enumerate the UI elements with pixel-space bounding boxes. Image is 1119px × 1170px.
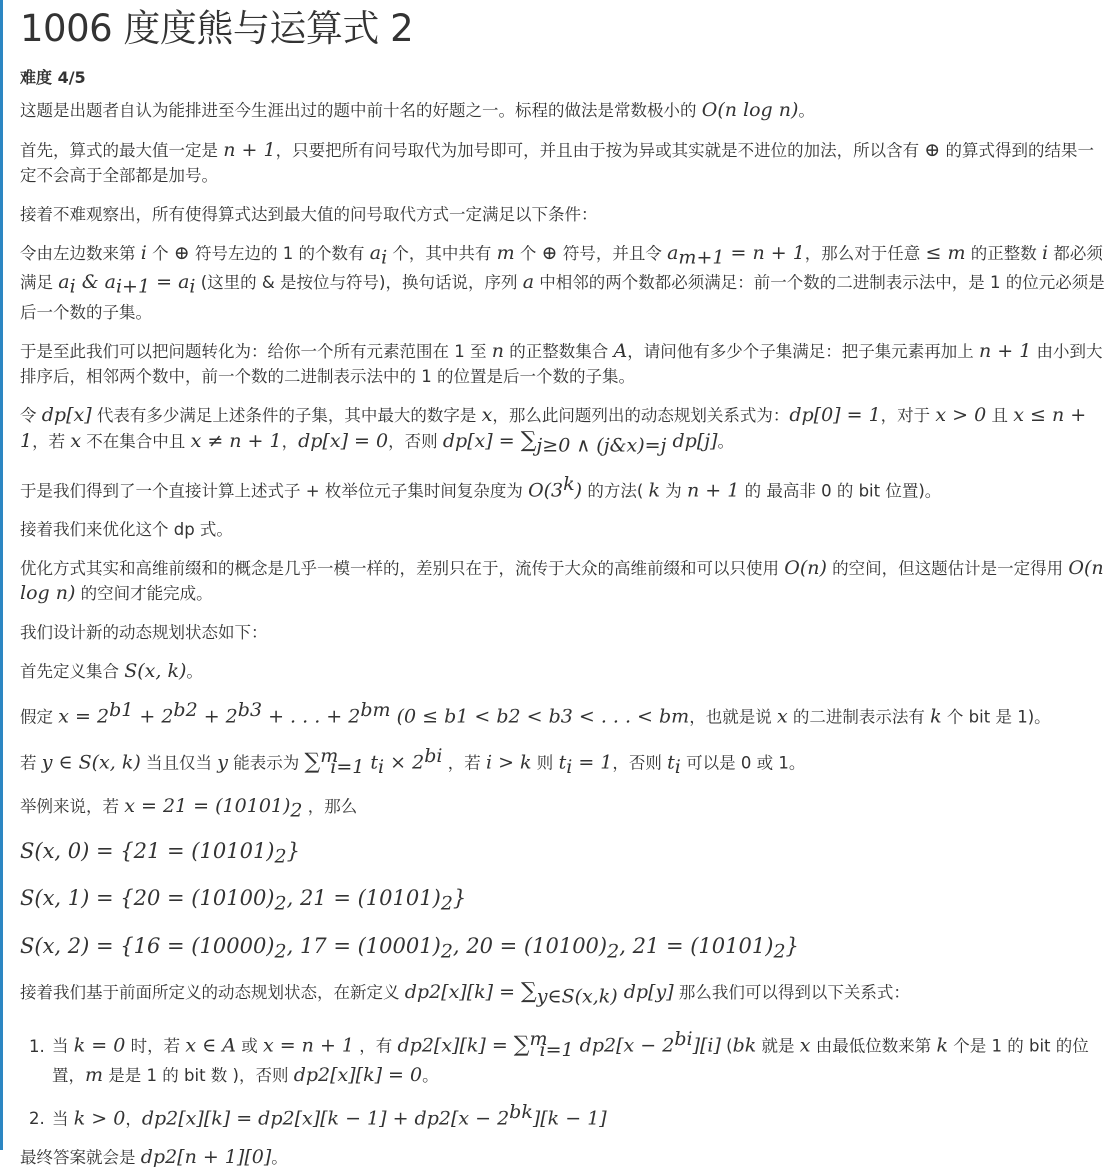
- para-set-membership: 若 y ∈ S(x, k) 当且仅当 y 能表示为 ∑$^m_{i=1}$ $t_i \times 2^{bi}$ ，若 i > k 则 $t_i = 1$，否则 $t_i$ 可以是 0 或 1。: [20, 744, 806, 778]
- para-final-answer: 最终答案就会是 dp2[n + 1][0]。: [20, 1146, 288, 1169]
- para-observe: 接着不难观察出，所有使得算式达到最大值的问号取代方式一定满足以下条件：: [20, 205, 598, 224]
- para-optimize: 接着我们来优化这个 dp 式。: [20, 520, 233, 540]
- example-set-k2: S(x, $2) = \{16 = (10000)_2$, $17 = (10001)_2$, $20 = (10100)_2$, $21 = (10101)_2$}: [20, 933, 799, 962]
- recurrence-list: [20, 1027, 1105, 1131]
- page-title: 1006 度度熊与运算式 2: [20, 7, 414, 50]
- para-dp2-definition: 接着我们基于前面所定义的动态规划状态，在新定义 $dp2[x][k] = \sum_{y\in S(x,k)}$ dp[y] 那么我们可以得到以下关系式：: [20, 978, 910, 1008]
- para-new-state: 我们设计新的动态规划状态如下：: [20, 623, 268, 643]
- example-set-k0: S(x, $0) = \{21 = (10101)_2\}$: [20, 838, 300, 868]
- para-naive-complexity: 于是我们得到了一个直接计算上述式子 + 枚举位元子集时间复杂度为 O(3$^k$) 的方法( k 为 n + 1 的 最高非 0 的 bit 位置)。: [20, 472, 942, 502]
- list-item: 2. 当 k > 0，$dp2[x][k] = dp2[x][k - 1] + dp2[x - 2^{bk}][k - 1]$: [50, 1100, 1105, 1132]
- para-example: 举例来说，若 $x = 21 = (10101)_2$ ，那么: [20, 794, 358, 821]
- para-define-set: 首先定义集合 S(x, k)。: [20, 660, 203, 683]
- para-prefix-sum: 优化方式其实和高维前缀和的概念是几乎一模一样的，差别只在于，流传于大众的高维前缀和可以只使用 O(n) 的空间，但这题估计是一定得用 O(n log n) 的空间才能完成。: [20, 557, 1104, 605]
- para-intro: 这题是出题者自认为能排进至今生涯出过的题中前十名的好题之一。标程的做法是常数极小的 O(n log n)。: [20, 99, 815, 121]
- para-assume-x: 假定 $x = 2^{b1} + 2^{b2} + 2^{b3}$ + . . . + $2^{bm}$ (0 ≤ b1 < b2 < b3 < . . . < bm，也就是说 x 的二进制表示法有 k 个 bit 是 1)。: [20, 699, 1051, 728]
- para-condition: 令由左边数来第 i 个 ⊕ 符号左边的 1 的个数有 $a_i$ 个，其中共有 m 个 ⊕ 符号，并且令 $a_{m+1} = n + 1$，那么对于任意 ≤ m 的正整数 i 都必须满足 $a_i$ & $a_{i+1} = a_i$ (这里的 & 是按位与符号)，换句话说，序列 a 中相邻的两个数都必须满足：前一个数的二进制表示法中，是 1 的位元必须是后一个数的子集。: [20, 242, 1105, 322]
- difficulty-label: 难度 4/5: [20, 68, 86, 87]
- para-transform: 于是至此我们可以把问题转化为：给你一个所有元素范围在 1 至 n 的正整数集合 A，请问他有多少个子集满足：把子集元素再加上 n + 1 由小到大排序后，相邻两个数中，前一个数的二进制表示法中的 1 的位置是后一个数的子集。: [20, 339, 1103, 386]
- para-dp-definition: 令 dp[x] 代表有多少满足上述条件的子集，其中最大的数字是 x，那么此问题列出的动态规划关系式为：dp[0] = 1，对于 x > 0 且 x ≤ n + 1，若 x 不在集合中且 x ≠ n + 1，dp[x] = 0，否则 $dp[x] = \sum_{j\ge 0 \wedge (j\&x)=j}$ dp[j]。: [20, 403, 1087, 456]
- solution-article: [20, 0, 1105, 1170]
- example-set-k1: S(x, $1) = \{20 = (10100)_2$, $21 = (10101)_2$}: [20, 886, 467, 915]
- list-item: 1. 当 k = 0 时，若 x ∈ A 或 x = n + 1 ，有 dp2[x][k] = ∑$^m_{i=1}$ $dp2[x - 2^{bi}][i]$ (bk 就是 x 由最低位数来第 k 个是 1 的 bit 的位置，m 是是 1 的 bit 数 )，否则 dp2[x][k] = 0。: [50, 1027, 1105, 1088]
- para-max-value: 首先，算式的最大值一定是 n + 1，只要把所有问号取代为加号即可，并且由于按为异或其实就是不进位的加法，所以含有 ⊕ 的算式得到的结果一定不会高于全部都是加号。: [20, 139, 1094, 185]
- left-accent-bar: [0, 0, 3, 1150]
